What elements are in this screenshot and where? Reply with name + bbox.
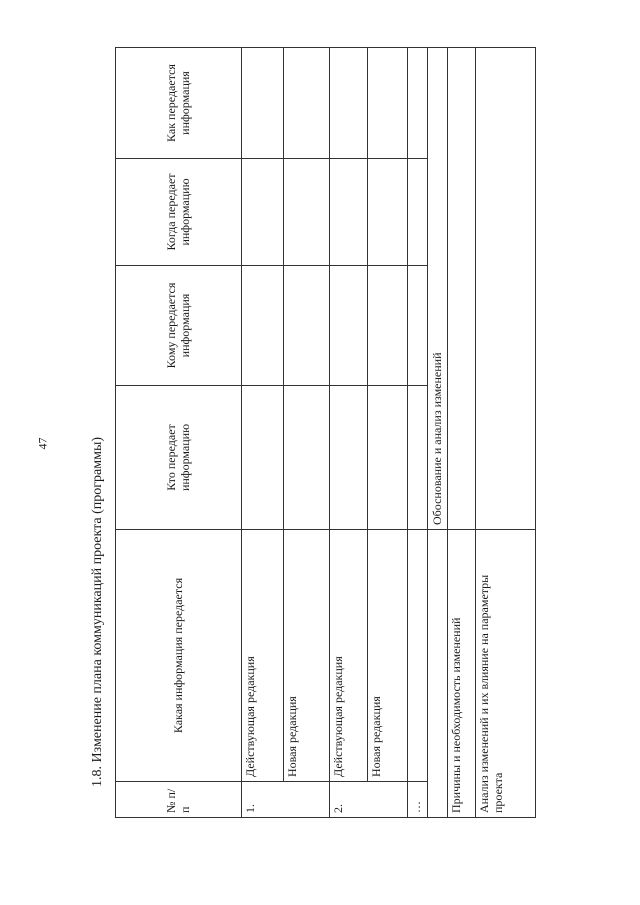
table-row (330, 48, 368, 818)
section-title: 1.8. Изменение плана коммуникаций проекта (программы) (90, 436, 105, 787)
table-row (242, 48, 284, 818)
analysis-row (476, 48, 536, 818)
row-edition: Новая редакция (284, 530, 330, 782)
header-when: Когда передает информацию (116, 159, 242, 266)
table-row (368, 48, 408, 818)
row-num: 1. (242, 782, 330, 818)
justification-title: Обоснование и анализ изменений (428, 48, 448, 530)
row-edition: Действующая редакция (330, 530, 368, 782)
header-num: № п/п (116, 782, 242, 818)
reasons-row (448, 48, 476, 818)
row-num: … (408, 782, 428, 818)
reasons-label: Причины и необходимость изменений (448, 530, 476, 818)
row-edition: Новая редакция (368, 530, 408, 782)
header-what: Какая информация передается (116, 530, 242, 782)
row-num: 2. (330, 782, 408, 818)
row-edition: Действующая редакция (242, 530, 284, 782)
analysis-label: Анализ изменений и их влияние на параметры проекта (476, 530, 536, 818)
header-how: Как передается информация (116, 48, 242, 159)
header-row (116, 48, 242, 818)
header-who: Кто передает информацию (116, 386, 242, 530)
table-row (284, 48, 330, 818)
header-to-whom: Кому передается информация (116, 266, 242, 386)
communications-change-table (115, 47, 536, 818)
communications-table-rotated (115, 48, 505, 818)
row-edition (408, 530, 428, 782)
table-row (408, 48, 428, 818)
justification-title-row (428, 48, 448, 818)
page-number: 47 (35, 437, 50, 450)
